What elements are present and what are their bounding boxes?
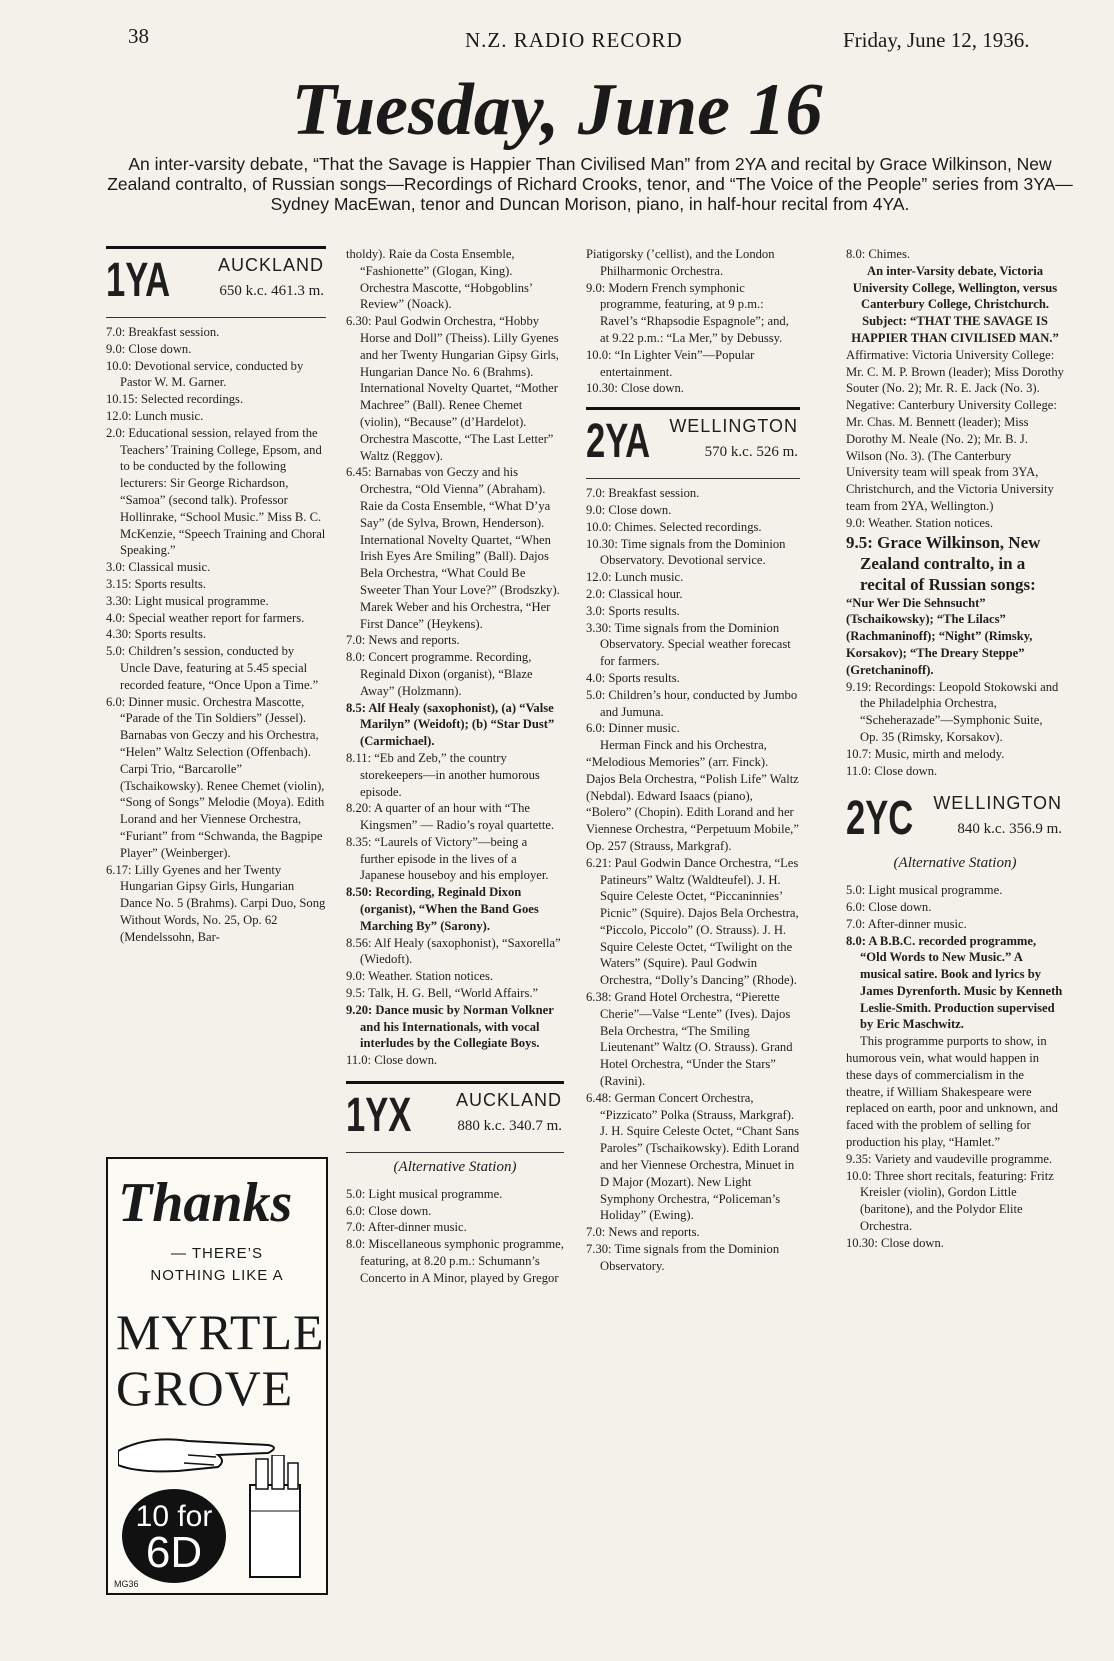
station-city-1yx: AUCKLAND xyxy=(455,1090,562,1111)
schedule-entry: 10.30: Time signals from the Dominion Observatory. Devotional service. xyxy=(586,536,786,568)
myrtle-grove-advertisement xyxy=(106,1157,328,1595)
schedule-entry: 3.30: Time signals from the Dominion Observatory. Special weather forecast for farmers. xyxy=(586,620,791,669)
intro-summary: An inter-varsity debate, “That the Savage is Happier Than Civilised Man” from 2YA and recital by Grace Wilkinson, New Zealand contralto, of Russian songs—Recordings of Richard Crooks, tenor, and “The Voice of the People” series from 3YA—Sydney MacEwan, tenor and Duncan Morison, piano, in half-hour recital from 4YA. xyxy=(107,154,1073,214)
entry-2ya-weather: 9.0: Weather. Station notices. xyxy=(846,515,994,530)
schedule-2ya xyxy=(586,485,800,1274)
schedule-entry: 5.0: Children’s session, conducted by Uncle Dave, featuring at 5.45 special recorded feature, “Once Upon a Time.” xyxy=(106,644,319,692)
schedule-1ya-continued xyxy=(346,246,564,700)
schedule-entry: 9.0: Close down. xyxy=(106,341,192,356)
entry-2yc-close: 6.0: Close down. xyxy=(846,899,932,914)
schedule-entry: 12.0: Lunch music. xyxy=(106,408,204,423)
schedule-entry: 6.30: Paul Godwin Orchestra, “Hobby Horse and Doll” (Theiss). Lilly Gyenes and her Twenty Hungarian Gipsy Girls, Hungarian Dance No. 6 (Brahms). International Novelty Quartet, “Mother Machree” (Ball). Renee Chemet (violin), “Because” (d’Hardelot). Orchestra Mascotte, “The Last Letter” Waltz (Reggov). xyxy=(346,314,559,463)
schedule-entry: 6.0: Dinner music. xyxy=(586,721,680,736)
debate-teams: Affirmative: Victoria University College: Mr. C. M. P. Brown (leader); Miss Dorothy Souter (No. 2); Mr. R. E. Jack (No. 3). Negative: Canterbury University College: Mr. Chas. M. Bennett (leader); Miss Dorothy M. Neale (No. 2); Mr. B. J. Wilson (No. 3). (The Canterbury University team will speak from 3YA, Christchurch, and the Victoria University team from 2YA, Wellington.) xyxy=(846,347,1064,513)
station-call-1ya: 1YA xyxy=(106,254,171,307)
station-freq-2yc: 840 k.c. 356.9 m. xyxy=(957,821,1062,838)
schedule-entry: 8.0: Miscellaneous symphonic programme, featuring, at 8.20 p.m.: Schumann’s Concerto in A Minor, played by Gregor xyxy=(346,1237,564,1285)
publication-name: N.Z. RADIO RECORD xyxy=(465,28,683,52)
schedule-entry: 3.0: Classical music. xyxy=(106,560,211,575)
schedule-entry: 10.15: Selected recordings. xyxy=(106,392,244,407)
bbc-programme-description: This programme purports to show, in humorous vein, what would happen in these days of commercialism in the theatre, if William Shakespeare were replaced on earth, poor and unknown, and faced with the problem of selling for production his play, “Hamlet.” xyxy=(846,1034,1058,1150)
schedule-entry: 9.0: Modern French symphonic programme, featuring, at 9 p.m.: Ravel’s “Rhapsodie Espagnole”; and, at 9.22 p.m.: “La Mer,” by Debussy. xyxy=(586,280,789,345)
schedule-entry: 2.0: Classical hour. xyxy=(586,586,683,601)
station-city-1ya: AUCKLAND xyxy=(217,255,324,275)
station-header-2ya xyxy=(586,407,800,479)
cigarette-pack-icon xyxy=(246,1455,304,1579)
schedule-entry: 7.0: Breakfast session. xyxy=(106,325,220,339)
entry-2ya-music: 10.7: Music, mirth and melody. xyxy=(846,746,1005,761)
schedule-entry: 8.35: “Laurels of Victory”—being a further episode in the lives of a Japanese houseboy and his employer. xyxy=(346,834,549,883)
schedule-entry: 9.0: Weather. Station notices. xyxy=(346,969,494,984)
schedule-entry: 10.30: Close down. xyxy=(586,381,684,396)
schedule-entry: 8.50: Recording, Reginald Dixon (organist), “When the Band Goes Marching By” (Sarony). xyxy=(346,885,539,933)
column-3 xyxy=(586,246,800,1275)
schedule-entry: tholdy). Raie da Costa Ensemble, “Fashionette” (Glogan, King). Orchestra Mascotte, “Hobgoblins’ Review” (Noack). xyxy=(346,247,533,312)
issue-date: Friday, June 12, 1936. xyxy=(843,28,1030,52)
station-call-1yx: 1YX xyxy=(346,1089,412,1143)
schedule-entry: Piatigorsky (’cellist), and the London Philharmonic Orchestra. xyxy=(586,247,775,278)
schedule-entry: 8.0: Concert programme. Recording, Reginald Dixon (organist), “Blaze Away” (Holzmann). xyxy=(346,650,533,698)
schedule-1ya-evening xyxy=(346,700,564,1070)
entry-2ya-recordings: 9.19: Recordings: Leopold Stokowski and the Philadelphia Orchestra, “Scheherazade”—Symphonic Suite, Op. 35 (Rimsky, Korsakov). xyxy=(846,679,1059,744)
schedule-entry: 3.30: Light musical programme. xyxy=(106,593,269,608)
schedule-entry: 7.0: Breakfast session. xyxy=(586,486,700,501)
schedule-entry: 6.45: Barnabas von Geczy and his Orchestra, “Old Vienna” (Abraham). Raie da Costa Ensemble, “What D’ya Say” (de Sylva, Brown, Henderson). International Novelty Quartet, “When Irish Eyes Are Smiling” (Ball). Dajos Bela Orchestra, “What Could Be Sweeter Than Your Love?” (Brodszky). Marek Weber and his Orchestra, “Her First Dance” (Heykens). xyxy=(346,465,560,631)
price-count: 10 for xyxy=(135,1500,213,1533)
schedule-entry: 8.20: A quarter of an hour with “The Kingsmen” — Radio’s royal quartette. xyxy=(346,801,555,833)
schedule-entry: 8.11: “Eb and Zeb,” the country storekeepers—in another humorous episode. xyxy=(346,750,540,799)
station-header-1yx xyxy=(346,1081,564,1153)
schedule-entry: 6.21: Paul Godwin Dance Orchestra, “Les Patineurs” Waltz (Waldteufel). J. H. Squire Celeste Octet, “Piccaninnies’ Picnic” (Squire). Dajos Bela Orchestra, “Piccolo, Piccolo” (O. Strauss). J. H. Squire Celeste Octet, “Twilight on the Waters” (Squire). Paul Godwin Orchestra, “Dolly’s Dancing” (Rhode). xyxy=(586,855,799,988)
station-freq-2ya: 570 k.c. 526 m. xyxy=(704,444,798,461)
station-call-2ya: 2YA xyxy=(586,415,651,469)
feature-grace-wilkinson: 9.5: Grace Wilkinson, New Zealand contralto, in a recital of Russian songs: xyxy=(846,532,1041,594)
column-1 xyxy=(106,244,326,945)
schedule-entry: 4.30: Sports results. xyxy=(106,627,207,642)
schedule-entry: 7.0: After-dinner music. xyxy=(346,1220,467,1235)
schedule-entry: Herman Finck and his Orchestra, “Melodious Memories” (arr. Finck). Dajos Bela Orchestra, “Polish Life” Waltz (Nebdal). Edward Isaacs (piano), “Bolero” (Chopin). Edith Lorand and her Viennese Orchestra, “Perpetuum Mobile,” Op. 257 (Strauss, Markgraf). xyxy=(586,738,799,853)
schedule-entry: 4.0: Special weather report for farmers. xyxy=(106,610,305,625)
station-city-2yc: WELLINGTON xyxy=(933,793,1062,814)
ad-tagline-2: NOTHING LIKE A xyxy=(150,1267,284,1284)
entry-2yc-light: 5.0: Light musical programme. xyxy=(846,883,1003,898)
entry-2ya-chimes: 8.0: Chimes. xyxy=(846,247,911,261)
schedule-entry: 6.17: Lilly Gyenes and her Twenty Hungarian Gipsy Girls, Hungarian Dance No. 5 (Brahms). Carpi Duo, Song Without Words, No. 25, Op. 62 (Mendelssohn, Bar- xyxy=(106,862,326,944)
debate-announcement: An inter-Varsity debate, Victoria University College, Wellington, versus Canterbury College, Christchurch. Subject: “THAT THE SAVAGE IS HAPPIER THAN CIVILISED MAN.” xyxy=(851,263,1059,345)
schedule-entry: 3.0: Sports results. xyxy=(586,603,680,618)
station-call-2yc: 2YC xyxy=(846,792,914,846)
schedule-entry: 8.56: Alf Healy (saxophonist), “Saxorella” (Wiedoft). xyxy=(346,935,561,967)
entry-2yc-recitals: 10.0: Three short recitals, featuring: Fritz Kreisler (violin), Gordon Little (baritone), and the Polydor Elite Orchestra. xyxy=(846,1168,1054,1234)
ad-tagline-1: — THERE’S xyxy=(170,1245,264,1262)
schedule-entry: 5.0: Light musical programme. xyxy=(346,1186,503,1201)
schedule-entry: 3.15: Sports results. xyxy=(106,576,207,591)
station-freq-1yx: 880 k.c. 340.7 m. xyxy=(457,1118,562,1135)
column-2 xyxy=(346,246,564,1287)
schedule-entry: 10.0: Devotional service, conducted by Pastor W. M. Garner. xyxy=(106,358,304,390)
schedule-1yx xyxy=(346,1186,564,1287)
schedule-entry: 2.0: Educational session, relayed from the Teachers’ Training College, Epsom, and to be conducted by the following lecturers: Sir George Richardson, “Samoa” (second talk). Professor Hollinrake, “School Music.” Miss B. C. McKenzie, “Speech Training and Choral Speaking.” xyxy=(106,425,326,558)
schedule-entry: 12.0: Lunch music. xyxy=(586,570,684,585)
alt-station-note-2yc: (Alternative Station) xyxy=(893,855,1017,872)
entry-2yc-dinner: 7.0: After-dinner music. xyxy=(846,916,967,931)
entry-2yc-variety: 9.35: Variety and vaudeville programme. xyxy=(846,1151,1053,1166)
price-badge xyxy=(122,1489,226,1583)
schedule-entry: 9.5: Talk, H. G. Bell, “World Affairs.” xyxy=(346,986,539,1001)
schedule-entry: 6.48: German Concert Orchestra, “Pizzicato” Polka (Strauss, Markgraf). J. H. Squire Celeste Octet, “Chant Sans Paroles” (Tschaikowsky). Edith Lorand and her Viennese Orchestra, Minuet in D Major (Mozart). New Light Symphony Orchestra, “Policeman’s Holiday” (Ewing). xyxy=(586,1090,800,1223)
schedule-entry: 6.38: Grand Hotel Orchestra, “Pierette Cherie”—Valse “Lente” (Ives). Dajos Bela Orchestra, “The Smiling Lieutenant” Waltz (O. Strauss). Grand Hotel Orchestra, “Under the Stars” (Ravini). xyxy=(586,990,793,1089)
page-number: 38 xyxy=(128,24,149,48)
station-header-1ya xyxy=(106,246,326,318)
schedule-entry: 6.0: Close down. xyxy=(346,1203,432,1218)
column-4 xyxy=(846,246,1064,1252)
feature-bbc-programme: 8.0: A B.B.C. recorded programme, “Old Words to New Music.” A musical satire. Book and lyrics by James Dyrenforth. Music by Kenneth Leslie-Smith. Production supervised by Eric Maschwitz. xyxy=(846,933,1063,1032)
entry-2yc-closedown: 10.30: Close down. xyxy=(846,1235,944,1250)
schedule-entry: 10.0: Chimes. Selected recordings. xyxy=(586,519,762,534)
song-list: “Nur Wer Die Sehnsucht” (Tschaikowsky); “The Lilacs” (Rachmaninoff); “Night” (Rimsky, Korsakov); “The Dreary Steppe” (Gretchaninoff). xyxy=(846,595,1033,677)
schedule-entry: 9.0: Close down. xyxy=(586,502,672,517)
schedule-entry: 10.0: “In Lighter Vein”—Popular entertainment. xyxy=(586,347,755,379)
schedule-entry: 9.20: Dance music by Norman Volkner and his Internationals, with vocal interludes by the Collegiate Boys. xyxy=(346,1002,554,1051)
price-amount: 6D xyxy=(145,1528,203,1577)
schedule-entry: 7.0: News and reports. xyxy=(586,1225,700,1240)
entry-2ya-close: 11.0: Close down. xyxy=(846,763,938,778)
schedule-entry: 4.0: Sports results. xyxy=(586,670,680,685)
running-header xyxy=(0,24,1114,58)
station-freq-1ya: 650 k.c. 461.3 m. xyxy=(219,283,324,299)
ad-brand-2: GROVE xyxy=(116,1360,294,1416)
alt-station-note-1yx: (Alternative Station) xyxy=(393,1159,517,1176)
schedule-entry: 7.30: Time signals from the Dominion Observatory. xyxy=(586,1242,780,1273)
ad-headline: Thanks xyxy=(118,1172,293,1234)
schedule-entry: 8.5: Alf Healy (saxophonist), (a) “Valse Marilyn” (Weidoft); (b) “Star Dust” (Carmichael). xyxy=(346,700,555,749)
ad-code: MG36 xyxy=(114,1579,139,1589)
page-title: Tuesday, June 16 xyxy=(291,69,823,151)
station-header-2yc xyxy=(846,787,1064,849)
schedule-1ya xyxy=(106,324,326,945)
schedule-entry: 7.0: News and reports. xyxy=(346,633,460,648)
schedule-entry: 5.0: Children’s hour, conducted by Jumbo and Jumuna. xyxy=(586,687,798,719)
station-city-2ya: WELLINGTON xyxy=(669,416,798,437)
schedule-entry: 11.0: Close down. xyxy=(346,1053,438,1068)
ad-brand-1: MYRTLE xyxy=(116,1304,325,1360)
schedule-entry: 6.0: Dinner music. Orchestra Mascotte, “Parade of the Tin Soldiers” (Jessel). Barnabas von Geczy and his Orchestra, “Helen” Waltz Selection (Offenbach). Carpi Trio, “Barcarolle” (Tschaikowsky). Renee Chemet (violin), “Song of Songs” Melodie (Moya). Edith Lorand and her Viennese Orchestra, “Furiant” from “Schwanda, the Bagpipe Player” (Weinberger). xyxy=(106,694,325,860)
schedule-1yx-continued xyxy=(586,246,800,397)
